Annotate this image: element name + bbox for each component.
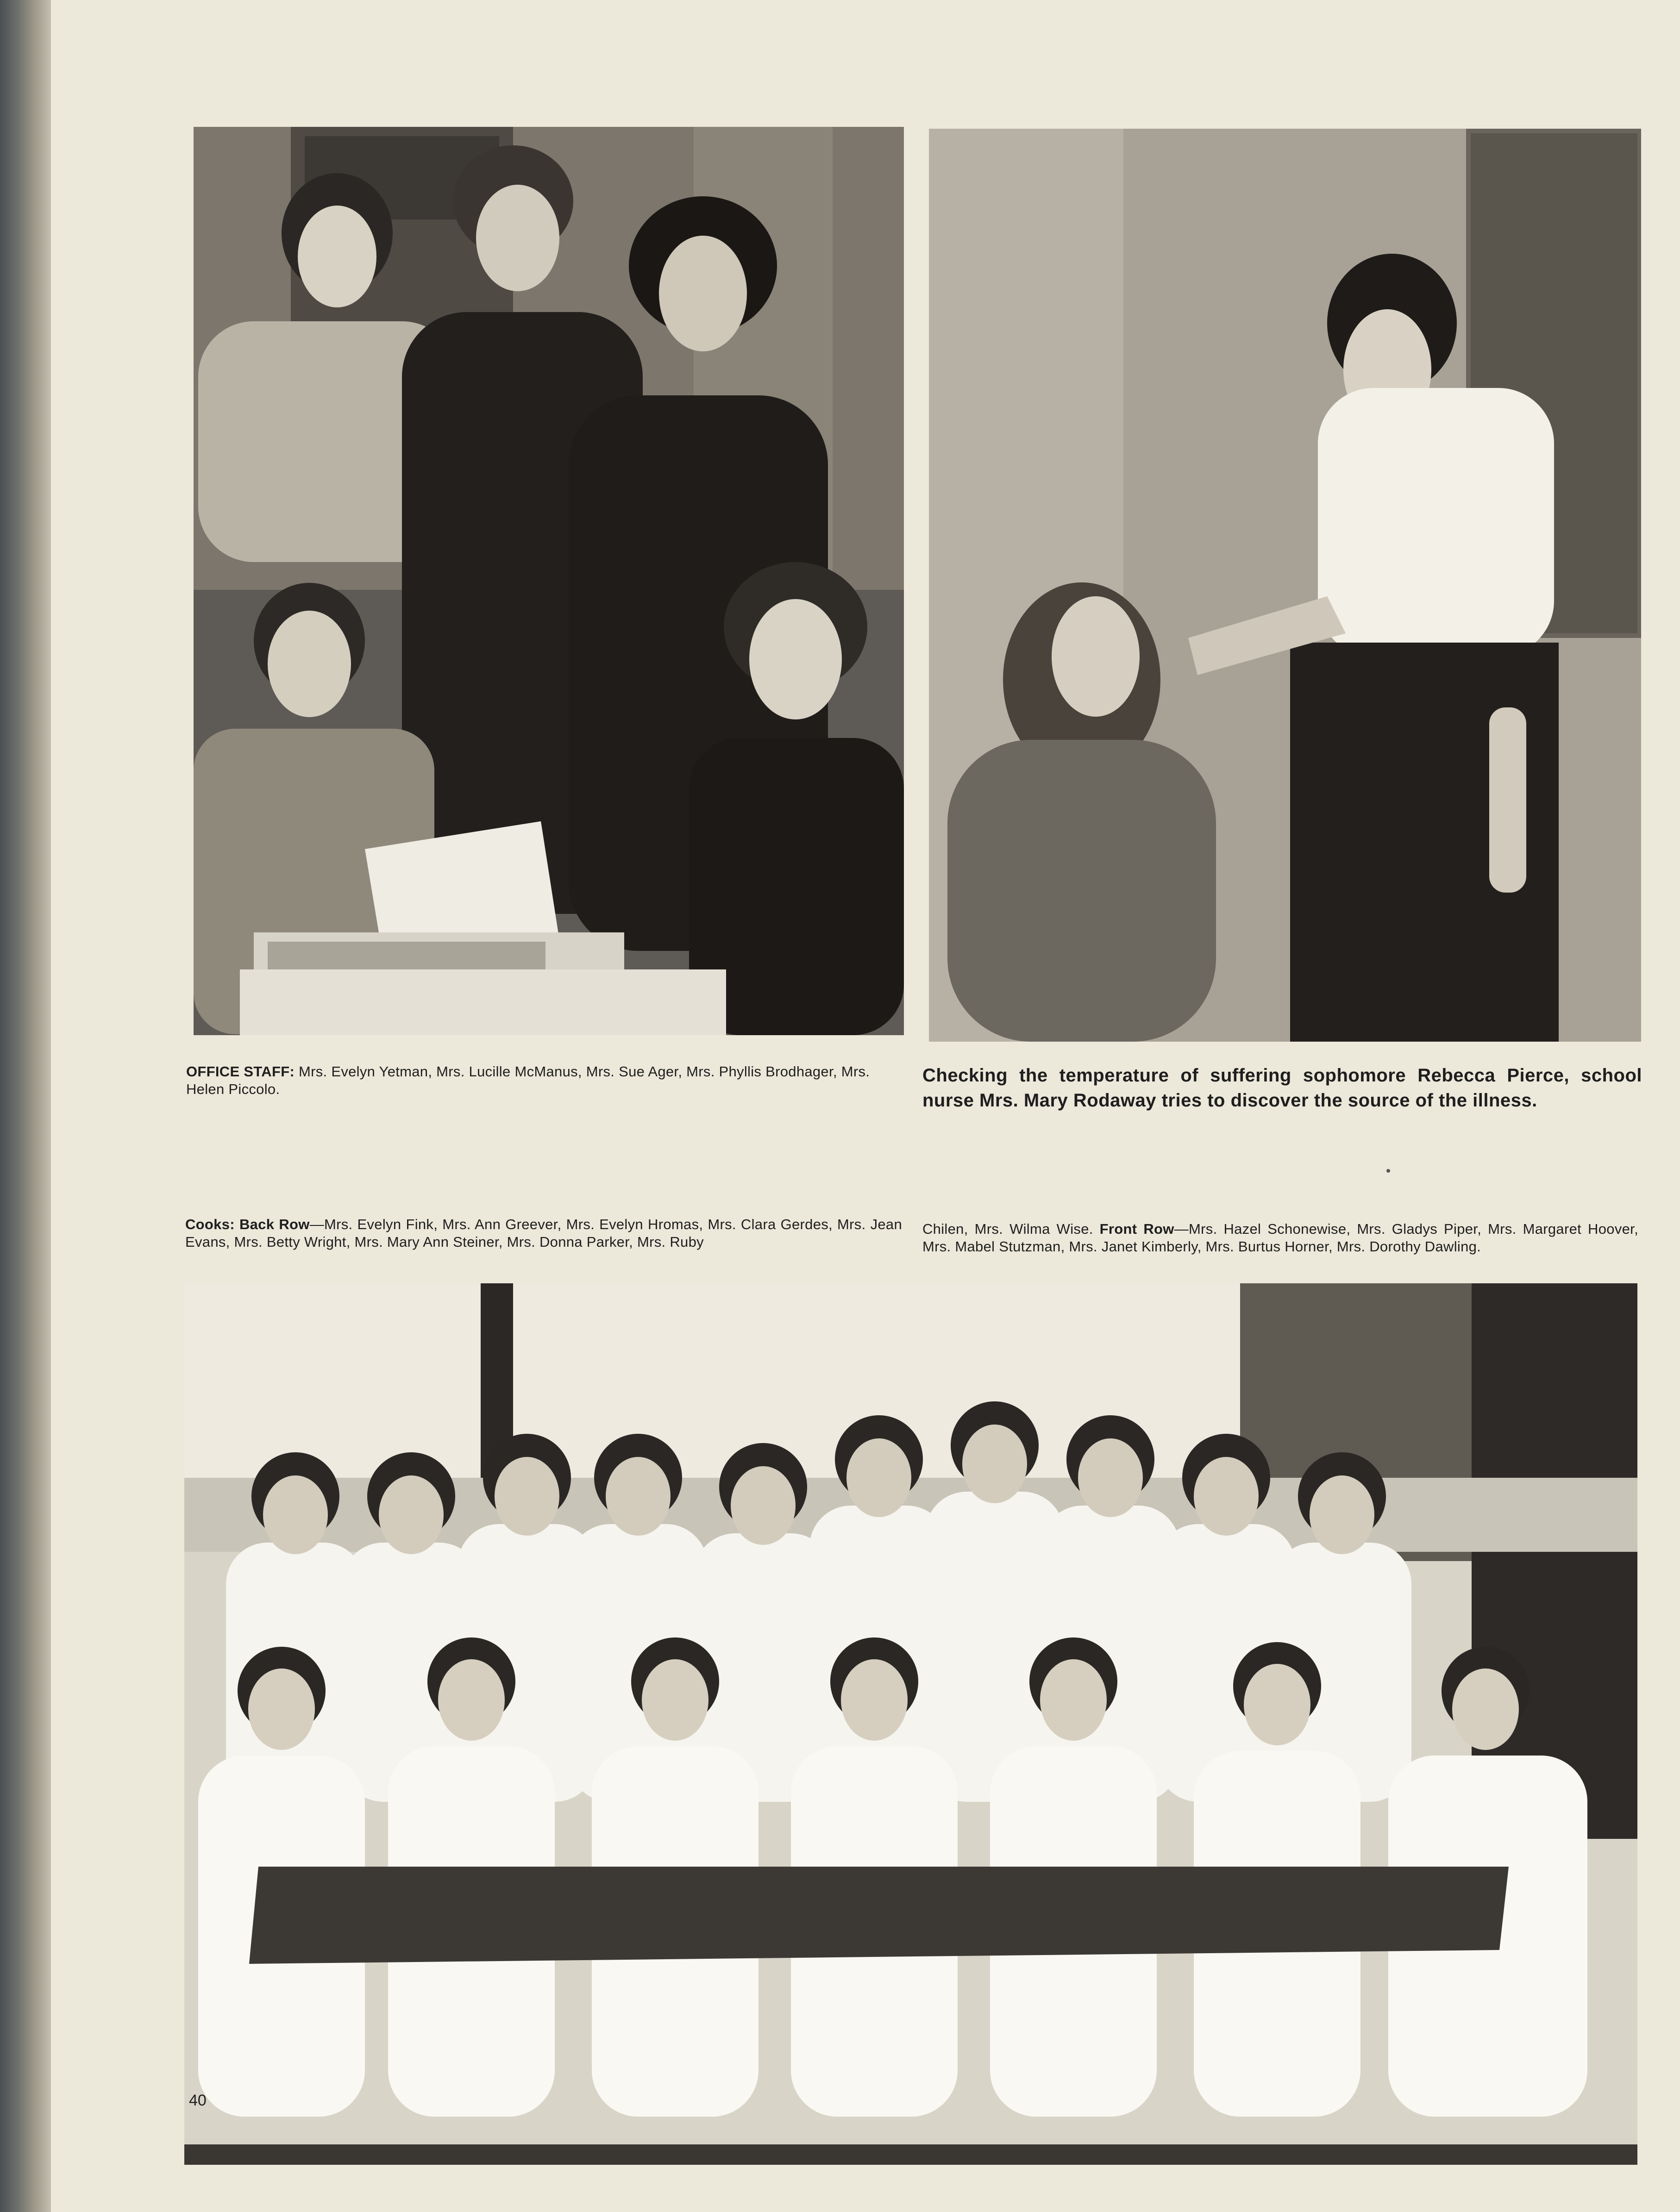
nurse-photo — [929, 129, 1641, 1042]
cooks-caption-right-text-2: —Mrs. Hazel Schonewise, Mrs. Gladys Piper, Mrs. Margaret Hoover, Mrs. Mabel Stutzman, Mrs. Janet Kimberly, Mrs. Burtus Horner, Mrs. Dorothy Dawling. — [922, 1221, 1638, 1255]
nurse-caption-text: Checking the temperature of suffering sophomore Rebecca Pierce, school nurse Mrs. Mary Rodaway tries to discover the source of the illness. — [922, 1065, 1642, 1111]
cooks-caption-right-text-1: Chilen, Mrs. Wilma Wise. — [922, 1221, 1100, 1237]
cooks-photo — [184, 1283, 1637, 2165]
cooks-caption-left — [185, 1216, 902, 1251]
office-staff-caption-lead: OFFICE STAFF: — [186, 1063, 295, 1080]
book-binding — [0, 0, 56, 2212]
cooks-caption-right — [922, 1220, 1638, 1256]
office-staff-photo — [194, 127, 904, 1035]
cooks-caption-front-row-lead: Front Row — [1099, 1221, 1174, 1237]
cooks-caption-back-row-lead: Cooks: Back Row — [185, 1216, 310, 1232]
office-staff-caption — [186, 1063, 904, 1098]
speck-mark — [1386, 1169, 1390, 1173]
page-number: 40 — [189, 2092, 207, 2109]
nurse-caption — [922, 1063, 1642, 1113]
cooks-caption-left-text: —Mrs. Evelyn Fink, Mrs. Ann Greever, Mrs. Evelyn Hromas, Mrs. Clara Gerdes, Mrs. Jean Evans, Mrs. Betty Wright, Mrs. Mary Ann Steiner, Mrs. Donna Parker, Mrs. Ruby — [185, 1216, 902, 1250]
office-staff-caption-text: Mrs. Evelyn Yetman, Mrs. Lucille McManus, Mrs. Sue Ager, Mrs. Phyllis Brodhager, Mrs. Helen Piccolo. — [186, 1063, 870, 1097]
yearbook-page — [51, 0, 1680, 2212]
